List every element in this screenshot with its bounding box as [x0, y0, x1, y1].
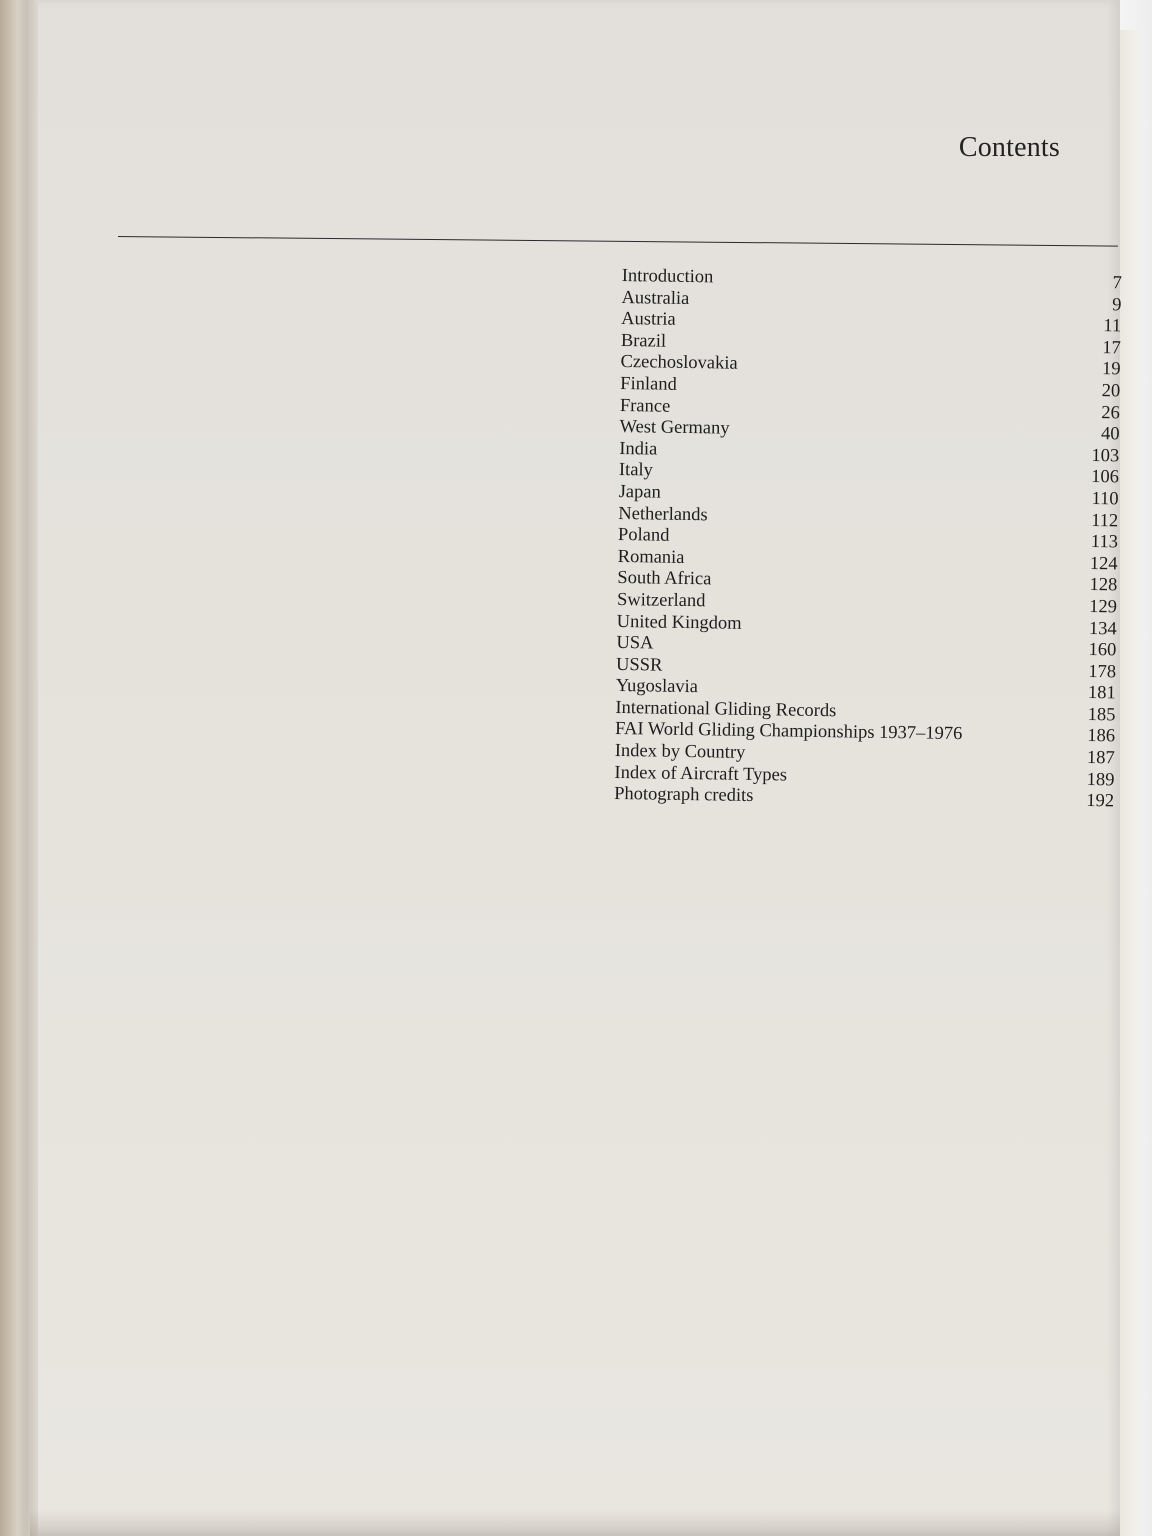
- toc-entry-title: Romania: [617, 546, 685, 568]
- toc-entry-page: 192: [1086, 791, 1115, 812]
- book-spine-edge: [0, 0, 38, 1536]
- toc-entry-page: 110: [1091, 488, 1119, 510]
- toc-entry-page: 26: [1101, 402, 1121, 423]
- toc-entry-title: Poland: [617, 525, 670, 546]
- toc-entry-page: 129: [1089, 596, 1118, 618]
- toc-entry-page: 124: [1089, 553, 1118, 575]
- toc-entry-page: 181: [1087, 683, 1116, 704]
- toc-entry-title: India: [619, 438, 658, 460]
- toc-entry-title: Index of Aircraft Types: [614, 762, 788, 786]
- toc-entry-page: 106: [1091, 467, 1120, 488]
- toc-entry-page: 40: [1100, 424, 1120, 445]
- toc-entry-title: Finland: [620, 373, 677, 395]
- toc-entry-title: Japan: [618, 481, 661, 503]
- toc-entry-title: Introduction: [621, 266, 714, 288]
- toc-entry-title: France: [619, 395, 671, 417]
- toc-entry-title: Australia: [621, 287, 690, 309]
- toc-entry-title: Yugoslavia: [615, 676, 699, 698]
- toc-entry-page: 178: [1088, 661, 1117, 683]
- toc-entry-page: 128: [1089, 575, 1118, 596]
- toc-entry-title: Czechoslovakia: [620, 352, 738, 375]
- toc-entry-title: United Kingdom: [616, 611, 742, 634]
- toc-entry-title: FAI World Gliding Championships 1937–1976: [614, 719, 963, 745]
- toc-entry-page: 7: [1112, 273, 1122, 294]
- toc-entry-page: 11: [1103, 316, 1122, 337]
- toc-entry-title: Switzerland: [616, 589, 706, 612]
- toc-entry-page: 112: [1091, 510, 1119, 531]
- toc-entry-page: 186: [1087, 726, 1116, 747]
- toc-entry-page: 20: [1101, 381, 1121, 402]
- toc-entry-page: 160: [1088, 640, 1117, 661]
- toc-entry-title: Austria: [621, 309, 676, 330]
- toc-entry-title: Italy: [618, 460, 654, 481]
- toc-entry-page: 134: [1088, 618, 1117, 639]
- toc-entry-title: Netherlands: [618, 503, 708, 525]
- book-page: [30, 0, 1120, 1536]
- toc-entry-title: South Africa: [617, 568, 712, 590]
- toc-entry-page: 185: [1087, 704, 1116, 726]
- title-rule: [118, 236, 1118, 247]
- toc-entry-title: USA: [616, 633, 654, 654]
- page-bottom-shadow: [30, 1510, 1120, 1536]
- toc-entry-page: 189: [1086, 769, 1115, 791]
- toc-entry-title: Brazil: [620, 330, 667, 352]
- toc-entry-page: 17: [1102, 337, 1121, 359]
- toc-entry-title: Photograph credits: [614, 784, 754, 807]
- contents-list: [614, 266, 1122, 813]
- toc-entry-page: 103: [1091, 445, 1120, 467]
- toc-entry-title: USSR: [615, 654, 663, 676]
- page-title: Contents: [958, 132, 1060, 163]
- toc-entry-title: West Germany: [619, 417, 730, 439]
- toc-entry-title: Index by Country: [614, 741, 746, 763]
- toc-entry-title: International Gliding Records: [615, 697, 837, 722]
- toc-entry-page: 113: [1090, 532, 1119, 553]
- toc-entry-page: 9: [1112, 294, 1122, 316]
- toc-entry-page: 19: [1101, 359, 1121, 380]
- toc-entry-page: 187: [1086, 748, 1115, 769]
